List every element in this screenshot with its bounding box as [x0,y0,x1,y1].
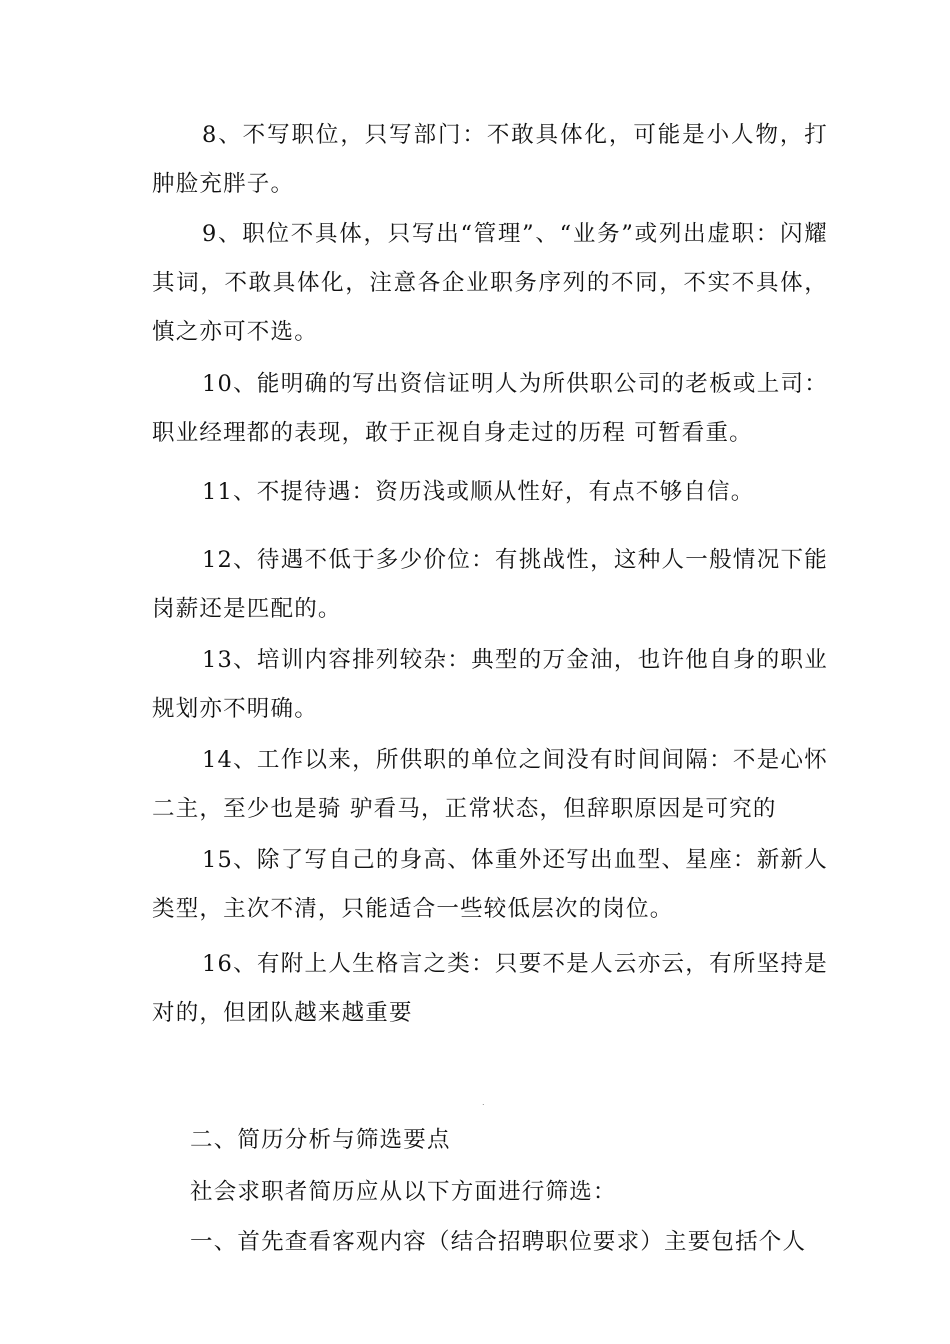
paragraph-item-13: 13、培训内容排列较杂：典型的万金油，也许他自身的职业规划亦不明确。 [152,647,828,722]
section-heading: 二、简历分析与筛选要点 [190,1127,451,1153]
paragraph-item-16: 16、有附上人生格言之类：只要不是人云亦云，有所坚持是对的，但团队越来越重要 [152,951,828,1026]
paragraph-item-12: 12、待遇不低于多少价位：有挑战性，这种人一般情况下能岗薪还是匹配的。 [152,547,828,622]
paragraph-item-9: 9、职位不具体，只写出“管理”、“业务”或列出虚职：闪耀其词，不敢具体化，注意各企业职务序列的不同，不实不具体，慎之亦可不选。 [152,221,828,345]
section-first-point: 一、首先查看客观内容（结合招聘职位要求）主要包括个人 [190,1229,807,1255]
paragraph-item-8: 8、不写职位，只写部门：不敢具体化，可能是小人物，打肿脸充胖子。 [152,122,828,197]
paragraph-item-10: 10、能明确的写出资信证明人为所供职公司的老板或上司：职业经理都的表现，敢于正视自身走过的历程 可暂看重。 [152,371,828,446]
stray-dot-mark: . [482,1098,485,1107]
paragraph-item-14: 14、工作以来，所供职的单位之间没有时间间隔：不是心怀二主，至少也是骑 驴看马，正常状态，但辞职原因是可究的 [152,747,828,822]
paragraph-item-15: 15、除了写自己的身高、体重外还写出血型、星座：新新人类型，主次不清，只能适合一些较低层次的岗位。 [152,847,828,922]
section-intro: 社会求职者简历应从以下方面进行筛选： [190,1179,617,1205]
paragraph-item-11: 11、不提待遇：资历浅或顺从性好，有点不够自信。 [202,479,755,505]
